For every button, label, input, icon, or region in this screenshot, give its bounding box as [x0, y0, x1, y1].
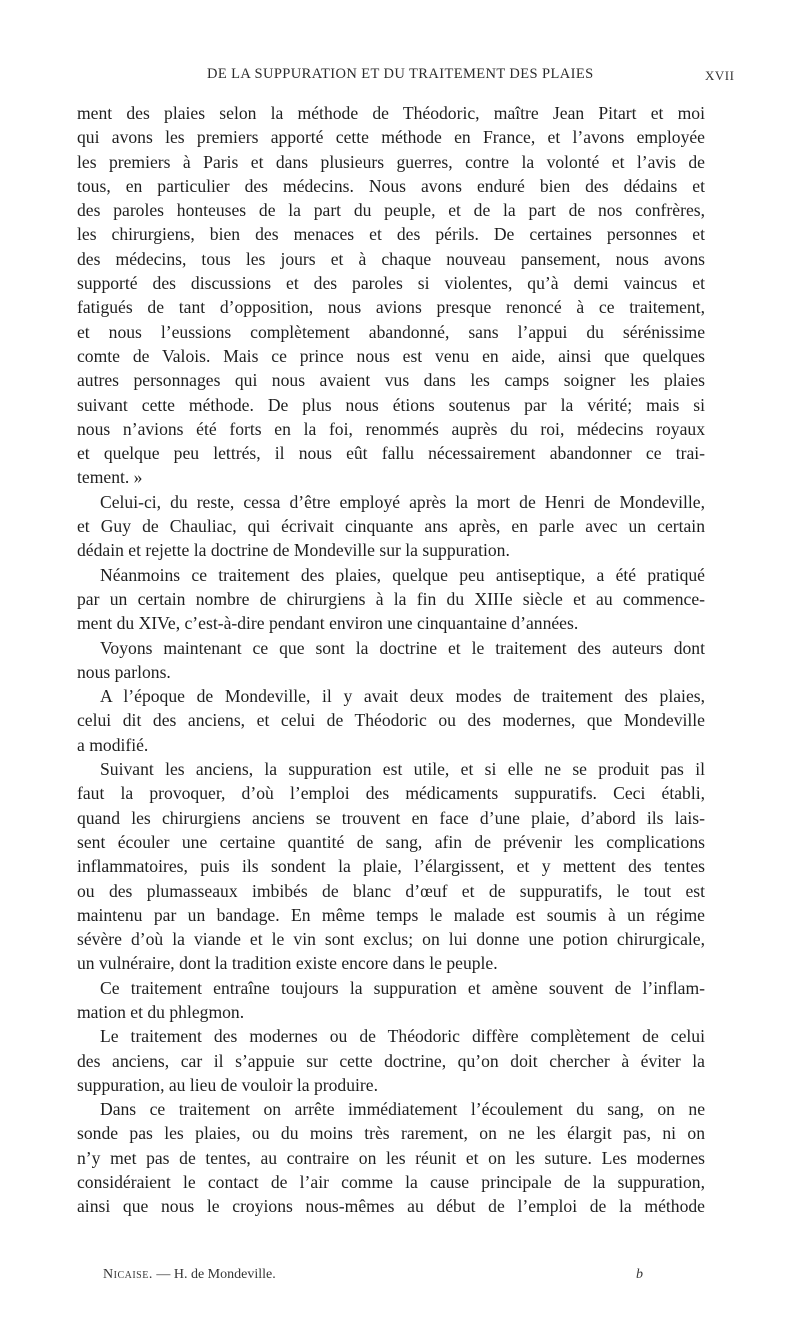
- text-line: et nous l’eussions complètement abandonné, sans l’appui du sérénissime: [77, 321, 705, 342]
- text-line: sonde pas les plaies, ou du moins très rarement, on ne les élargit pas, ni on: [77, 1123, 705, 1144]
- footer-work: H. de Mondeville.: [173, 1267, 276, 1282]
- text-line: Suivant les anciens, la suppuration est utile, et si elle ne se produit pas il: [100, 759, 705, 780]
- text-line: a modifié.: [77, 734, 149, 755]
- text-line: les premiers à Paris et dans plusieurs guerres, contre la volonté et l’avis de: [77, 151, 705, 172]
- text-line: des médecins, tous les jours et à chaque nouveau pansement, nous avons: [77, 248, 705, 269]
- text-line: n’y met pas de tentes, au contraire on les réunit et on les suture. Les modernes: [77, 1147, 705, 1168]
- text-line: suppuration, au lieu de vouloir la produire.: [77, 1074, 378, 1095]
- text-line: les chirurgiens, bien des menaces et des périls. De certaines personnes et: [77, 224, 705, 245]
- text-line: par un certain nombre de chirurgiens à la fin du XIIIe siècle et au commence-: [77, 588, 705, 609]
- text-line: des paroles honteuses de la part du peuple, et de la part de nos confrères,: [77, 200, 705, 221]
- text-line: sent écouler une certaine quantité de sang, afin de prévenir les complications: [77, 831, 705, 852]
- text-line: ainsi que nous le croyions nous-mêmes au début de l’emploi de la méthode: [77, 1196, 705, 1217]
- text-line: et quelque peu lettrés, il nous eût fallu nécessairement abandonner ce trai-: [77, 443, 705, 464]
- body-text: [77, 101, 705, 1219]
- text-line: inflammatoires, puis ils sondent la plaie, l’élargissent, et y mettent des tentes: [77, 856, 705, 877]
- text-line: qui avons les premiers apporté cette méthode en France, et l’avons employée: [77, 127, 705, 148]
- text-line: Néanmoins ce traitement des plaies, quelque peu antiseptique, a été pratiqué: [100, 564, 705, 585]
- text-line: et Guy de Chauliac, qui écrivait cinquante ans après, en parle avec un certain: [77, 516, 705, 537]
- text-line: tous, en particulier des médecins. Nous avons enduré bien des dédains et: [77, 175, 705, 196]
- text-line: autres personnages qui nous avaient vus dans les camps soigner les plaies: [77, 370, 705, 391]
- text-line: dédain et rejette la doctrine de Mondeville sur la suppuration.: [77, 540, 510, 561]
- text-line: fatigués de tant d’opposition, nous avions presque renoncé à ce traitement,: [77, 297, 705, 318]
- text-line: supporté des discussions et des paroles si violentes, qu’à demi vaincus et: [77, 273, 705, 294]
- text-line: faut la provoquer, d’où l’emploi des médicaments suppuratifs. Ceci établi,: [77, 783, 705, 804]
- text-line: ment des plaies selon la méthode de Théodoric, maître Jean Pitart et moi: [77, 103, 705, 123]
- text-line: comte de Valois. Mais ce prince nous est venu en aide, ainsi que quelques: [77, 345, 705, 366]
- text-line: Celui-ci, du reste, cessa d’être employé après la mort de Henri de Mondeville,: [100, 491, 705, 512]
- text-line: ou des plumasseaux imbibés de blanc d’œuf et de suppuratifs, le tout est: [77, 880, 705, 901]
- text-line: sévère d’où la viande et le vin sont exclus; on lui donne une potion chirurgicale,: [77, 929, 705, 950]
- text-line: tement. »: [77, 467, 143, 488]
- text-line: ment du XIVe, c’est-à-dire pendant environ une cinquantaine d’années.: [77, 613, 579, 634]
- text-line: maintenu par un bandage. En même temps le malade est soumis à un régime: [77, 904, 705, 925]
- text-line: suivant cette méthode. De plus nous étions soutenus par la vérité; mais si: [77, 394, 705, 415]
- text-line: nous n’avions été forts en la foi, renommés auprès du roi, médecins royaux: [77, 418, 705, 439]
- signature-mark: b: [636, 1267, 643, 1282]
- text-line: mation et du phlegmon.: [77, 1001, 245, 1022]
- text-line: Le traitement des modernes ou de Théodoric diffère complètement de celui: [100, 1026, 705, 1047]
- text-line: considéraient le contact de l’air comme la cause principale de la suppuration,: [77, 1172, 705, 1193]
- text-line: Voyons maintenant ce que sont la doctrine et le traitement des auteurs dont: [100, 637, 705, 658]
- text-line: Dans ce traitement on arrête immédiatement l’écoulement du sang, on ne: [100, 1099, 705, 1120]
- text-line: nous parlons.: [77, 661, 171, 682]
- text-line: A l’époque de Mondeville, il y avait deux modes de traitement des plaies,: [100, 686, 705, 707]
- text-line: celui dit des anciens, et celui de Théodoric ou des modernes, que Mondeville: [77, 710, 705, 731]
- text-line: des anciens, car il s’appuie sur cette doctrine, qu’on doit chercher à éviter la: [77, 1050, 705, 1071]
- page-number: XVII: [705, 68, 735, 83]
- text-line: un vulnéraire, dont la tradition existe encore dans le peuple.: [77, 953, 498, 974]
- running-title: DE LA SUPPURATION ET DU TRAITEMENT DES PLAIES: [207, 66, 594, 82]
- text-line: quand les chirurgiens anciens se trouvent en face d’une plaie, d’abord ils lais-: [77, 807, 705, 828]
- text-line: Ce traitement entraîne toujours la suppuration et amène souvent de l’inflam-: [100, 977, 705, 998]
- footer-author: Nicaise.: [103, 1267, 153, 1282]
- signature-line: [103, 1267, 653, 1283]
- footer-dash: —: [152, 1267, 174, 1282]
